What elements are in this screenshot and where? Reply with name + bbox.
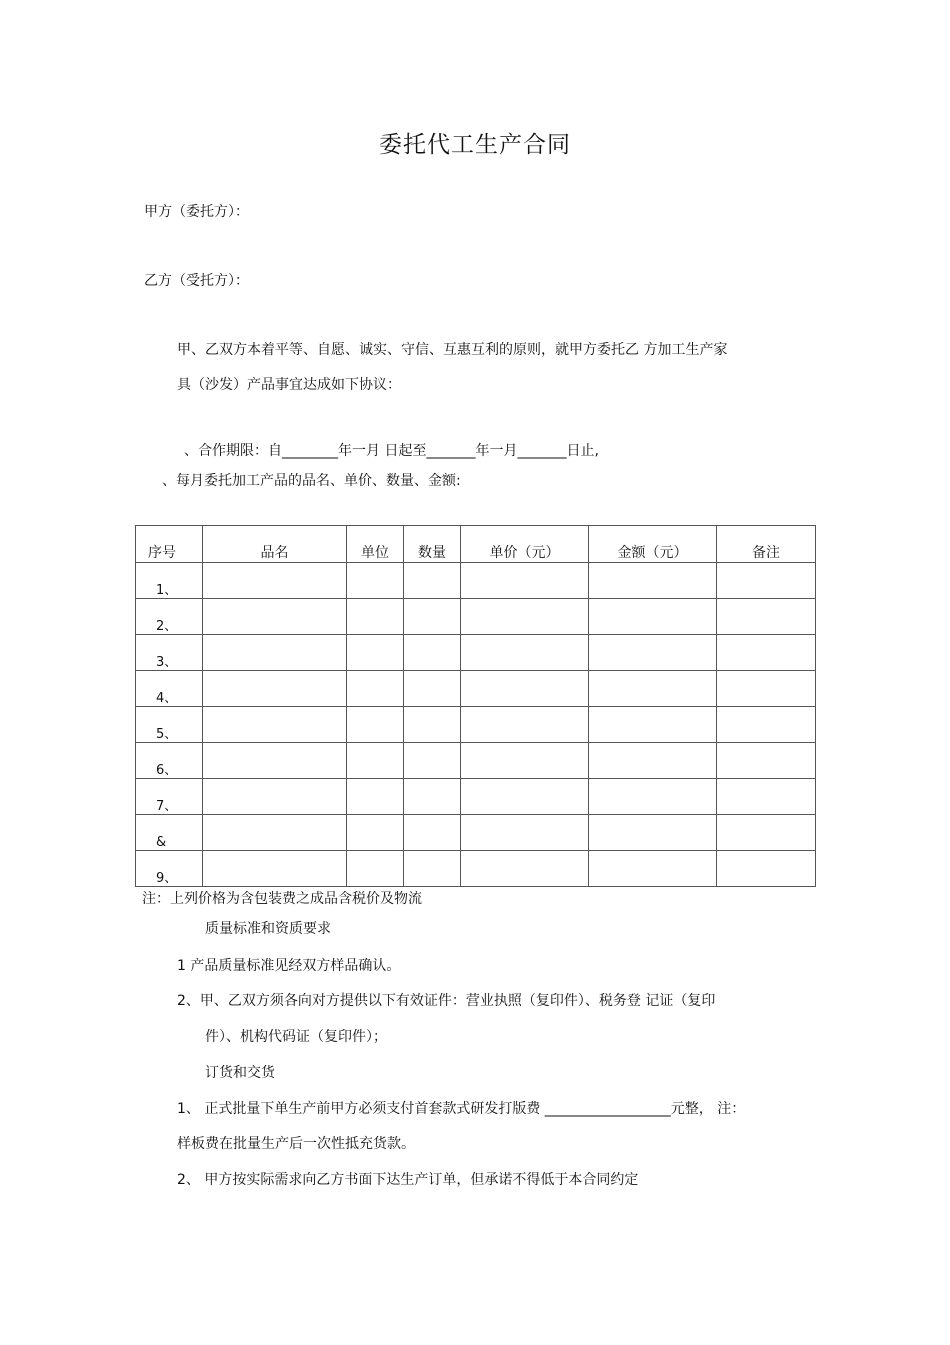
cell[interactable] (461, 815, 589, 851)
table-row (136, 599, 816, 635)
party-b-label: 乙方（受托方）： (144, 273, 249, 289)
table-row (136, 671, 816, 707)
quality-clause-2-line-2: 件）、机构代码证（复印件）； (205, 1029, 387, 1045)
cell[interactable] (717, 563, 816, 599)
cell[interactable] (404, 851, 461, 887)
cell[interactable] (203, 635, 347, 671)
cell[interactable] (461, 743, 589, 779)
cell[interactable] (347, 635, 404, 671)
cell[interactable] (717, 671, 816, 707)
table-row (136, 743, 816, 779)
cell[interactable] (589, 707, 717, 743)
cell[interactable] (203, 707, 347, 743)
cell[interactable] (404, 707, 461, 743)
party-a-label: 甲方（委托方）： (144, 204, 249, 220)
intro-paragraph-line-1: 甲、乙双方本着平等、自愿、诚实、守信、互惠互利的原则，就甲方委托乙 方加工生产家 (177, 342, 728, 358)
row-seq: 9、 (136, 851, 203, 887)
row-seq: 7、 (136, 779, 203, 815)
row-seq: 6、 (136, 743, 203, 779)
quality-clause-2-line-1: 2、甲、乙双方须各向对方提供以下有效证件：营业执照（复印件）、税务登 记证（复印 (177, 993, 716, 1009)
cell[interactable] (461, 707, 589, 743)
quality-heading: 质量标准和资质要求 (205, 921, 331, 937)
order-clause-1-line-2: 样板费在批量生产后一次性抵充货款。 (177, 1136, 415, 1152)
product-table (135, 525, 816, 887)
cell[interactable] (347, 599, 404, 635)
header-quantity: 数量 (404, 526, 461, 563)
cell[interactable] (589, 851, 717, 887)
cell[interactable] (203, 743, 347, 779)
cell[interactable] (589, 563, 717, 599)
header-remark: 备注 (717, 526, 816, 563)
header-name: 品名 (203, 526, 347, 563)
table-row (136, 779, 816, 815)
cell[interactable] (203, 815, 347, 851)
document-title: 委托代工生产合同 (379, 132, 571, 158)
table-row (136, 851, 816, 887)
cell[interactable] (347, 851, 404, 887)
term-clause: 、合作期限：自________年一月 日起至_______年一月_______日止, (184, 443, 599, 459)
cell[interactable] (717, 851, 816, 887)
cell[interactable] (404, 599, 461, 635)
cell[interactable] (347, 743, 404, 779)
cell[interactable] (461, 635, 589, 671)
cell[interactable] (717, 635, 816, 671)
cell[interactable] (404, 635, 461, 671)
items-clause: 、每月委托加工产品的品名、单价、数量、金额: (162, 473, 461, 489)
cell[interactable] (461, 851, 589, 887)
cell[interactable] (589, 779, 717, 815)
cell[interactable] (203, 671, 347, 707)
table-row (136, 563, 816, 599)
header-seq: 序号 (136, 526, 203, 563)
table-row (136, 707, 816, 743)
cell[interactable] (347, 815, 404, 851)
order-clause-2: 2、 甲方按实际需求向乙方书面下达生产订单，但承诺不得低于本合同约定 (177, 1172, 639, 1188)
row-seq: 5、 (136, 707, 203, 743)
header-amount: 金额（元） (589, 526, 717, 563)
cell[interactable] (203, 599, 347, 635)
cell[interactable] (203, 779, 347, 815)
order-heading: 订货和交货 (205, 1065, 275, 1081)
intro-paragraph-line-2: 具（沙发）产品事宜达成如下协议： (177, 377, 401, 393)
cell[interactable] (461, 599, 589, 635)
header-unit: 单位 (347, 526, 404, 563)
cell[interactable] (203, 851, 347, 887)
cell[interactable] (404, 743, 461, 779)
header-unit-price: 单价（元） (461, 526, 589, 563)
cell[interactable] (404, 671, 461, 707)
row-seq: 4、 (136, 671, 203, 707)
cell[interactable] (461, 671, 589, 707)
cell[interactable] (347, 671, 404, 707)
cell[interactable] (404, 779, 461, 815)
cell[interactable] (717, 707, 816, 743)
cell[interactable] (347, 779, 404, 815)
row-seq: & (136, 815, 203, 851)
cell[interactable] (589, 599, 717, 635)
cell[interactable] (347, 563, 404, 599)
cell[interactable] (404, 563, 461, 599)
cell[interactable] (404, 815, 461, 851)
row-seq: 3、 (136, 635, 203, 671)
cell[interactable] (461, 563, 589, 599)
cell[interactable] (589, 671, 717, 707)
cell[interactable] (717, 599, 816, 635)
cell[interactable] (717, 779, 816, 815)
table-row (136, 815, 816, 851)
table-row (136, 635, 816, 671)
table-header-row (136, 526, 816, 563)
cell[interactable] (589, 815, 717, 851)
cell[interactable] (589, 743, 717, 779)
cell[interactable] (717, 743, 816, 779)
cell[interactable] (203, 563, 347, 599)
price-note: 注：上列价格为含包装费之成品含税价及物流 (142, 891, 422, 907)
cell[interactable] (717, 815, 816, 851)
cell[interactable] (461, 779, 589, 815)
row-seq: 1、 (136, 563, 203, 599)
cell[interactable] (347, 707, 404, 743)
order-clause-1-line-1: 1、 正式批量下单生产前甲方必须支付首套款式研发打版费 __________________元整， 注： (177, 1101, 746, 1117)
quality-clause-1: 1 产品质量标准见经双方样品确认。 (177, 958, 401, 974)
cell[interactable] (589, 635, 717, 671)
row-seq: 2、 (136, 599, 203, 635)
